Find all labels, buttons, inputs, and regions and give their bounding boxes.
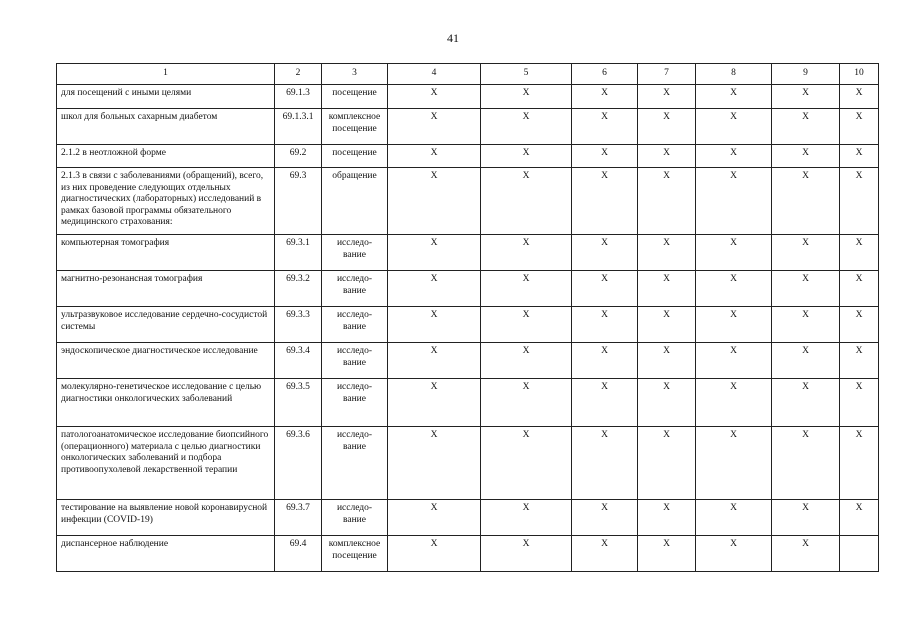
table-row (57, 109, 879, 145)
row-code-cell: 69.3.6 (275, 427, 322, 500)
row-name-cell: патологоанатомическое исследование биопсийного (операционного) материала с целью диагностики онкологических заболеваний и подбора противоопухолевой лекарственной терапии (57, 427, 275, 500)
mark-cell: X (572, 343, 638, 379)
mark-cell: X (481, 379, 572, 427)
table-body (57, 85, 879, 572)
mark-cell: X (772, 427, 840, 500)
mark-cell: X (696, 168, 772, 235)
mark-cell: X (696, 536, 772, 572)
row-code-cell: 69.3.4 (275, 343, 322, 379)
mark-cell: X (840, 379, 879, 427)
row-name-cell: компьютерная томография (57, 235, 275, 271)
mark-cell: X (572, 427, 638, 500)
row-name-cell: 2.1.3 в связи с заболеваниями (обращений), всего, из них проведение следующих отдельных диагностических (лабораторных) исследований в рамках базовой программы обязательного медицинского страхования: (57, 168, 275, 235)
row-unit-cell: исследо-вание (322, 235, 388, 271)
row-unit-cell: исследо-вание (322, 427, 388, 500)
mark-cell: X (638, 379, 696, 427)
row-name-cell: диспансерное наблюдение (57, 536, 275, 572)
mark-cell: X (840, 343, 879, 379)
row-unit-cell: исследо-вание (322, 271, 388, 307)
mark-cell: X (481, 343, 572, 379)
mark-cell (840, 536, 879, 572)
mark-cell: X (572, 500, 638, 536)
row-unit-cell: исследо-вание (322, 379, 388, 427)
row-unit-cell: посещение (322, 85, 388, 109)
row-unit-cell: комплексное посещение (322, 536, 388, 572)
row-code-cell: 69.3.1 (275, 235, 322, 271)
mark-cell: X (481, 271, 572, 307)
col-header: 7 (638, 64, 696, 85)
mark-cell: X (840, 85, 879, 109)
col-header: 3 (322, 64, 388, 85)
mark-cell: X (481, 500, 572, 536)
row-unit-cell: обращение (322, 168, 388, 235)
mark-cell: X (696, 343, 772, 379)
row-unit-cell: исследо-вание (322, 500, 388, 536)
mark-cell: X (481, 235, 572, 271)
table-row (57, 168, 879, 235)
mark-cell: X (572, 168, 638, 235)
mark-cell: X (638, 343, 696, 379)
table-row (57, 500, 879, 536)
mark-cell: X (572, 271, 638, 307)
mark-cell: X (388, 379, 481, 427)
mark-cell: X (638, 307, 696, 343)
mark-cell: X (388, 307, 481, 343)
mark-cell: X (481, 427, 572, 500)
mark-cell: X (481, 145, 572, 168)
mark-cell: X (388, 500, 481, 536)
row-code-cell: 69.1.3.1 (275, 109, 322, 145)
row-code-cell: 69.3.7 (275, 500, 322, 536)
mark-cell: X (388, 85, 481, 109)
mark-cell: X (696, 145, 772, 168)
mark-cell: X (638, 235, 696, 271)
mark-cell: X (772, 271, 840, 307)
mark-cell: X (772, 307, 840, 343)
col-header: 8 (696, 64, 772, 85)
mark-cell: X (840, 307, 879, 343)
mark-cell: X (696, 500, 772, 536)
mark-cell: X (638, 109, 696, 145)
row-name-cell: ультразвуковое исследование сердечно-сосудистой системы (57, 307, 275, 343)
row-unit-cell: комплексное посещение (322, 109, 388, 145)
mark-cell: X (388, 343, 481, 379)
table-row (57, 145, 879, 168)
mark-cell: X (481, 85, 572, 109)
mark-cell: X (772, 536, 840, 572)
mark-cell: X (388, 168, 481, 235)
mark-cell: X (840, 168, 879, 235)
header-row (57, 64, 879, 85)
row-code-cell: 69.3.2 (275, 271, 322, 307)
mark-cell: X (696, 109, 772, 145)
mark-cell: X (388, 427, 481, 500)
row-code-cell: 69.3.3 (275, 307, 322, 343)
mark-cell: X (696, 235, 772, 271)
row-name-cell: магнитно-резонансная томография (57, 271, 275, 307)
mark-cell: X (572, 85, 638, 109)
mark-cell: X (696, 307, 772, 343)
mark-cell: X (638, 168, 696, 235)
mark-cell: X (481, 109, 572, 145)
mark-cell: X (772, 500, 840, 536)
mark-cell: X (481, 307, 572, 343)
col-header: 4 (388, 64, 481, 85)
row-unit-cell: посещение (322, 145, 388, 168)
mark-cell: X (638, 427, 696, 500)
col-header: 6 (572, 64, 638, 85)
mark-cell: X (638, 271, 696, 307)
mark-cell: X (481, 536, 572, 572)
table-row (57, 536, 879, 572)
col-header: 9 (772, 64, 840, 85)
mark-cell: X (840, 427, 879, 500)
mark-cell: X (840, 235, 879, 271)
mark-cell: X (388, 271, 481, 307)
mark-cell: X (572, 536, 638, 572)
mark-cell: X (840, 271, 879, 307)
row-code-cell: 69.4 (275, 536, 322, 572)
mark-cell: X (572, 145, 638, 168)
mark-cell: X (772, 168, 840, 235)
mark-cell: X (772, 145, 840, 168)
row-code-cell: 69.2 (275, 145, 322, 168)
mark-cell: X (638, 145, 696, 168)
mark-cell: X (572, 307, 638, 343)
mark-cell: X (572, 379, 638, 427)
row-code-cell: 69.1.3 (275, 85, 322, 109)
mark-cell: X (388, 145, 481, 168)
row-name-cell: 2.1.2 в неотложной форме (57, 145, 275, 168)
mark-cell: X (638, 85, 696, 109)
mark-cell: X (772, 85, 840, 109)
row-name-cell: эндоскопическое диагностическое исследование (57, 343, 275, 379)
mark-cell: X (840, 500, 879, 536)
mark-cell: X (388, 109, 481, 145)
mark-cell: X (696, 85, 772, 109)
row-code-cell: 69.3 (275, 168, 322, 235)
mark-cell: X (840, 145, 879, 168)
mark-cell: X (840, 109, 879, 145)
row-name-cell: школ для больных сахарным диабетом (57, 109, 275, 145)
mark-cell: X (772, 235, 840, 271)
row-name-cell: для посещений с иными целями (57, 85, 275, 109)
mark-cell: X (572, 109, 638, 145)
table-row (57, 271, 879, 307)
mark-cell: X (772, 109, 840, 145)
row-name-cell: молекулярно-генетическое исследование с целью диагностики онкологических заболеваний (57, 379, 275, 427)
mark-cell: X (481, 168, 572, 235)
mark-cell: X (772, 379, 840, 427)
table-row (57, 307, 879, 343)
table-row (57, 427, 879, 500)
col-header: 10 (840, 64, 879, 85)
mark-cell: X (696, 271, 772, 307)
data-table (56, 63, 879, 572)
row-unit-cell: исследо-вание (322, 343, 388, 379)
col-header: 5 (481, 64, 572, 85)
mark-cell: X (772, 343, 840, 379)
row-unit-cell: исследо-вание (322, 307, 388, 343)
table-row (57, 343, 879, 379)
table-row (57, 85, 879, 109)
table-row (57, 379, 879, 427)
row-code-cell: 69.3.5 (275, 379, 322, 427)
row-name-cell: тестирование на выявление новой коронавирусной инфекции (COVID-19) (57, 500, 275, 536)
mark-cell: X (638, 536, 696, 572)
col-header: 2 (275, 64, 322, 85)
col-header: 1 (57, 64, 275, 85)
mark-cell: X (696, 379, 772, 427)
mark-cell: X (388, 235, 481, 271)
mark-cell: X (572, 235, 638, 271)
mark-cell: X (388, 536, 481, 572)
page-number: 41 (447, 31, 459, 45)
table-row (57, 235, 879, 271)
mark-cell: X (696, 427, 772, 500)
mark-cell: X (638, 500, 696, 536)
